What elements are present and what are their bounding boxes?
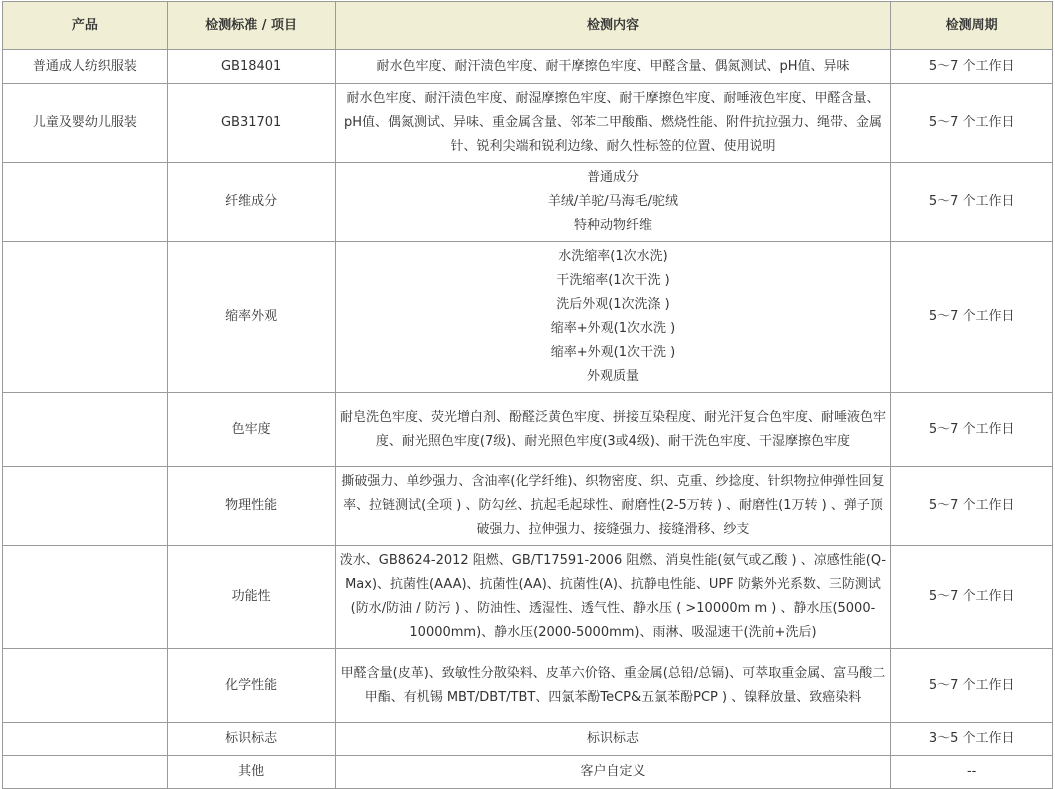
cell-period: -- (891, 756, 1053, 789)
content-line: 缩率+外观(1次干洗 ) (550, 345, 676, 360)
table-row (3, 242, 1053, 393)
cell-product (3, 546, 168, 649)
table-row (3, 50, 1053, 84)
cell-content (335, 50, 891, 84)
table-row (3, 756, 1053, 789)
header-standard: 检测标准 / 项目 (167, 2, 335, 50)
cell-content (335, 393, 891, 467)
cell-standard: 物理性能 (167, 467, 335, 546)
table-header-row (3, 2, 1053, 50)
table-row (3, 84, 1053, 163)
content-line: 羊绒/羊驼/马海毛/驼绒 (547, 194, 679, 209)
cell-standard: 纤维成分 (167, 163, 335, 242)
cell-product (3, 723, 168, 756)
content-line: 水洗缩率(1次水洗) (558, 249, 668, 264)
cell-product: 普通成人纺织服装 (3, 50, 168, 84)
cell-product (3, 242, 168, 393)
table-row (3, 546, 1053, 649)
cell-content (335, 546, 891, 649)
header-period: 检测周期 (891, 2, 1053, 50)
cell-standard: 标识标志 (167, 723, 335, 756)
content-line: 缩率+外观(1次水洗 ) (550, 321, 676, 336)
cell-period: 5～7 个工作日 (891, 163, 1053, 242)
cell-standard: 色牢度 (167, 393, 335, 467)
cell-product (3, 467, 168, 546)
content-line: 撕破强力、单纱强力、含油率(化学纤维)、织物密度、织、克重、纱捻度、针织物拉伸弹性回复率、拉链测试(全项 ) 、防勾丝、抗起毛起球性、耐磨性(2-5万转 ) 、耐磨性(1万转 ) 、弹子顶破强力、拉伸强力、接缝强力、接缝滑移、纱支 (341, 474, 885, 537)
cell-period: 5～7 个工作日 (891, 649, 1053, 723)
cell-standard: 缩率外观 (167, 242, 335, 393)
content-line: 耐水色牢度、耐汗渍色牢度、耐湿摩擦色牢度、耐干摩擦色牢度、耐唾液色牢度、甲醛含量、pH值、偶氮测试、异味、重金属含量、邻苯二甲酸酯、燃烧性能、附件抗拉强力、绳带、金属针、锐利尖端和锐利边缘、耐久性标签的位置、使用说明 (343, 91, 882, 154)
content-line: 甲醛含量(皮革)、致敏性分散染料、皮革六价铬、重金属(总铅/总镉)、可萃取重金属、富马酸二甲酯、有机锡 MBT/DBT/TBT、四氯苯酚TeCP&五氯苯酚PCP ) 、镍释放量、致癌染料 (340, 665, 886, 705)
cell-product (3, 393, 168, 467)
cell-period: 5～7 个工作日 (891, 242, 1053, 393)
content-line: 外观质量 (586, 369, 639, 384)
cell-product (3, 649, 168, 723)
content-line: 普通成分 (586, 170, 639, 185)
cell-period: 5～7 个工作日 (891, 84, 1053, 163)
cell-standard: GB31701 (167, 84, 335, 163)
table-row (3, 467, 1053, 546)
cell-content (335, 467, 891, 546)
header-content: 检测内容 (335, 2, 891, 50)
cell-period: 3～5 个工作日 (891, 723, 1053, 756)
cell-standard: GB18401 (167, 50, 335, 84)
header-product: 产品 (3, 2, 168, 50)
content-line: 客户自定义 (580, 764, 646, 779)
cell-product (3, 163, 168, 242)
testing-table (2, 1, 1053, 789)
cell-content (335, 163, 891, 242)
table-row (3, 723, 1053, 756)
cell-content (335, 756, 891, 789)
table-row (3, 393, 1053, 467)
cell-product: 儿童及婴幼儿服装 (3, 84, 168, 163)
content-line: 特种动物纤维 (573, 218, 652, 233)
cell-content (335, 723, 891, 756)
table-row (3, 163, 1053, 242)
content-line: 耐水色牢度、耐汗渍色牢度、耐干摩擦色牢度、甲醛含量、偶氮测试、pH值、异味 (376, 58, 850, 74)
cell-standard: 化学性能 (167, 649, 335, 723)
cell-period: 5～7 个工作日 (891, 50, 1053, 84)
cell-content (335, 84, 891, 163)
content-line: 标识标志 (586, 731, 639, 746)
cell-period: 5～7 个工作日 (891, 393, 1053, 467)
content-line: 耐皂洗色牢度、荧光增白剂、酚醛泛黄色牢度、拼接互染程度、耐光汗复合色牢度、耐唾液色牢度、耐光照色牢度(7级)、耐光照色牢度(3或4级)、耐干洗色牢度、干湿摩擦色牢度 (339, 409, 886, 449)
cell-period: 5～7 个工作日 (891, 546, 1053, 649)
content-line: 泼水、GB8624-2012 阻燃、GB/T17591-2006 阻燃、消臭性能(氨气或乙酸 ) 、凉感性能(Q-Max)、抗菌性(AAA)、抗菌性(AA)、抗菌性(A)、抗静电性能、UPF 防紫外光系数、三防测试(防水/防油 / 防污 ) 、防油性、透湿性、透气性、静水压 ( >10000m m ) 、静水压(5000-10000mm)、静水压(2000-5000mm)、雨淋、吸湿速干(洗前+洗后) (339, 553, 887, 640)
cell-product (3, 756, 168, 789)
cell-standard: 功能性 (167, 546, 335, 649)
table-row (3, 649, 1053, 723)
content-line: 干洗缩率(1次干洗 ) (556, 273, 670, 288)
cell-standard: 其他 (167, 756, 335, 789)
cell-content (335, 649, 891, 723)
cell-content (335, 242, 891, 393)
cell-period: 5～7 个工作日 (891, 467, 1053, 546)
content-line: 洗后外观(1次洗涤 ) (556, 297, 670, 312)
